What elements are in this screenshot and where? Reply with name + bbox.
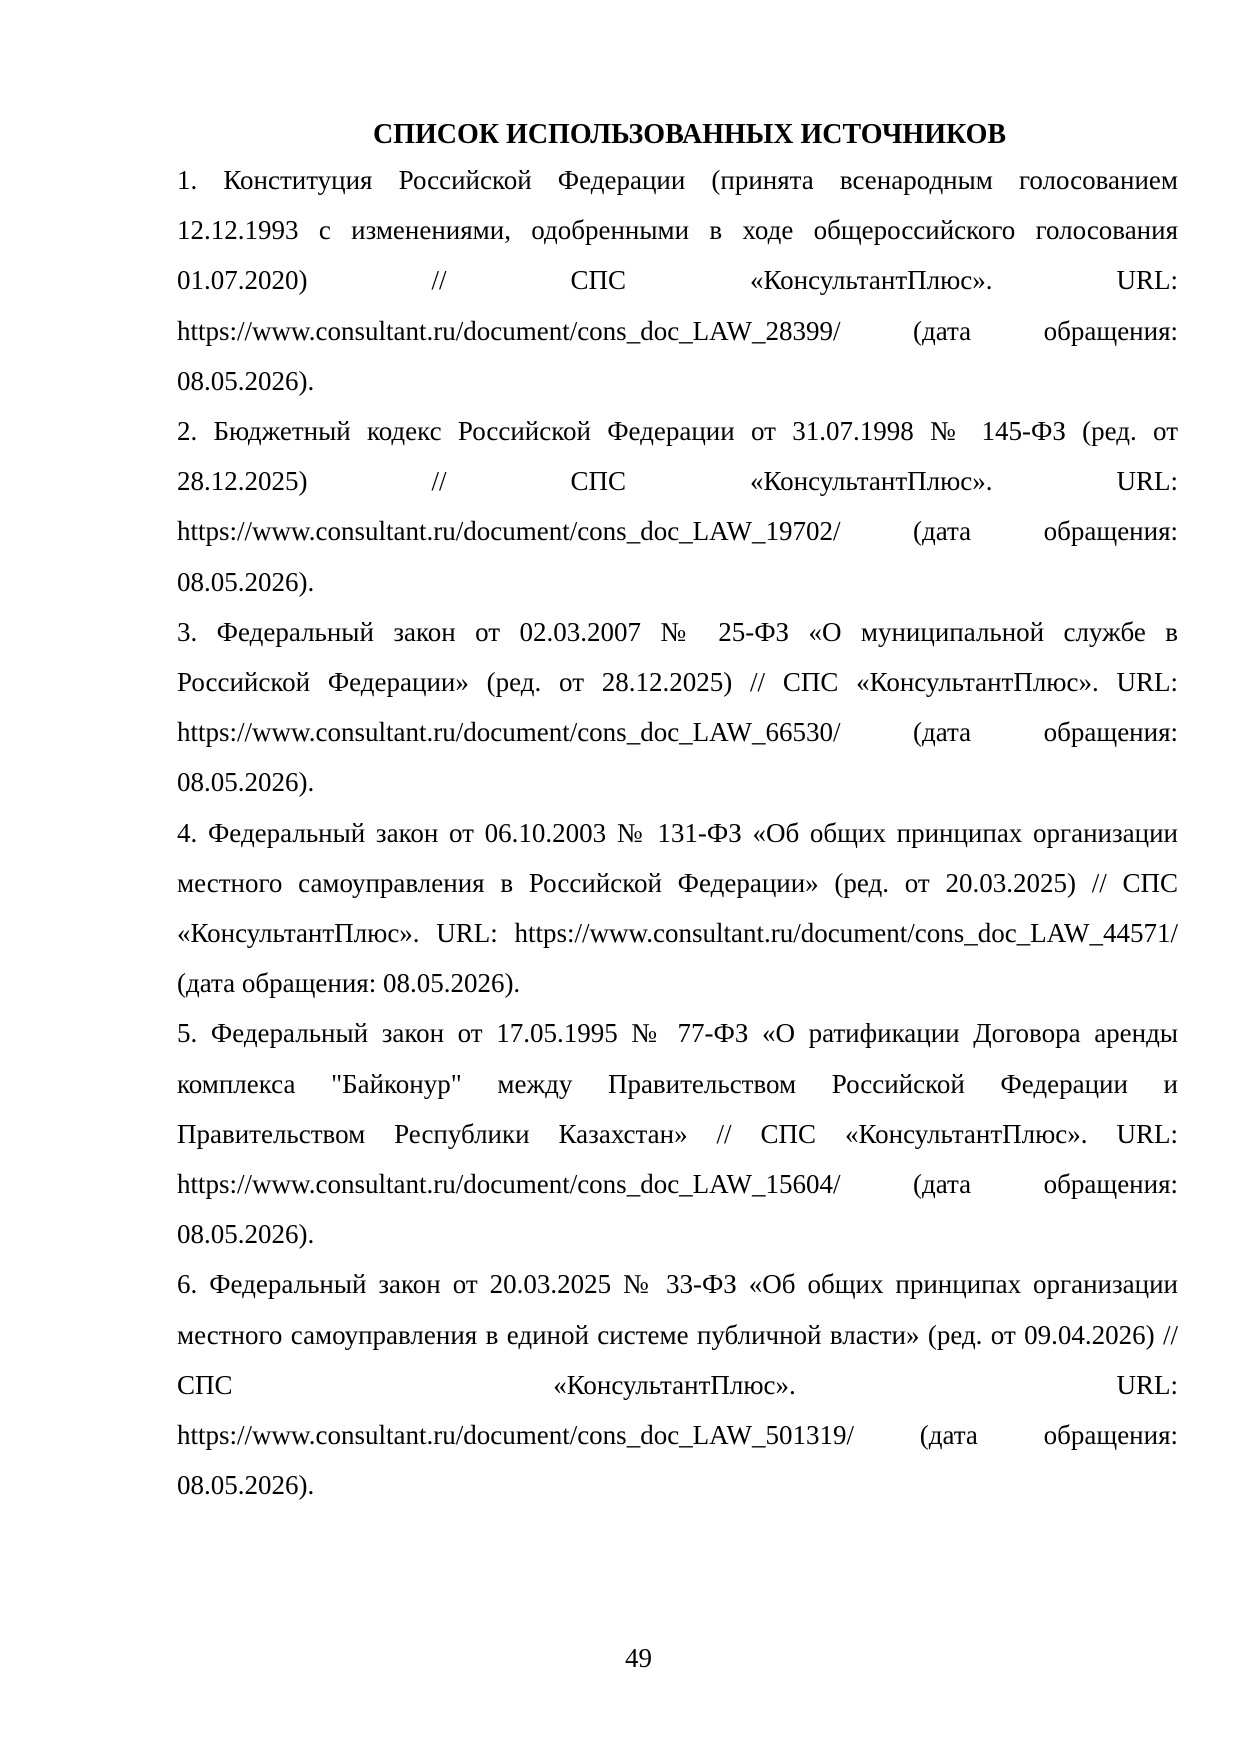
reference-item: 6. Федеральный закон от 20.03.2025 № 33-ФЗ «Об общих принципах организации местного самоуправления в единой системе публичной власти» (ред. от 09.04.2026) // СПС «КонсультантПлюс». URL: https://www.consultant.ru/document/cons_doc_LAW_501319/ (дата обращения: 08.05.2026). (177, 1269, 1178, 1501)
page-number: 49 (625, 1643, 652, 1673)
page-title: СПИСОК ИСПОЛЬЗОВАННЫХ ИСТОЧНИКОВ (372, 119, 1007, 150)
page-body (177, 115, 1178, 1510)
reference-item: 1. Конституция Российской Федерации (принята всенародным голосованием 12.12.1993 с изменениями, одобренными в ходе общероссийского голосования 01.07.2020) // СПС «КонсультантПлюс». URL: https://www.consultant.ru/document/cons_doc_LAW_28399/ (дата обращения: 08.05.2026). (177, 165, 1178, 396)
reference-item: 3. Федеральный закон от 02.03.2007 № 25-ФЗ «О муниципальной службе в Российской Федерации» (ред. от 28.12.2025) // СПС «КонсультантПлюс». URL: https://www.consultant.ru/document/cons_doc_LAW_66530/ (дата обращения: 08.05.2026). (177, 616, 1178, 798)
reference-list (177, 155, 1178, 1510)
reference-item: 4. Федеральный закон от 06.10.2003 № 131-ФЗ «Об общих принципах организации местного самоуправления в Российской Федерации» (ред. от 20.03.2025) // СПС «КонсультантПлюс». URL: https://www.consultant.ru/document/cons_doc_LAW_44571/ (дата обращения: 08.05.2026). (177, 817, 1178, 999)
reference-item: 2. Бюджетный кодекс Российской Федерации от 31.07.1998 № 145-ФЗ (ред. от 28.12.2025) // СПС «КонсультантПлюс». URL: https://www.consultant.ru/document/cons_doc_LAW_19702/ (дата обращения: 08.05.2026). (177, 416, 1178, 597)
reference-item: 5. Федеральный закон от 17.05.1995 № 77-ФЗ «О ратификации Договора аренды комплекса "Байконур" между Правительством Российской Федерации и Правительством Республики Казахстан» // СПС «КонсультантПлюс». URL: https://www.consultant.ru/document/cons_doc_LAW_15604/ (дата обращения: 08.05.2026). (177, 1018, 1178, 1250)
